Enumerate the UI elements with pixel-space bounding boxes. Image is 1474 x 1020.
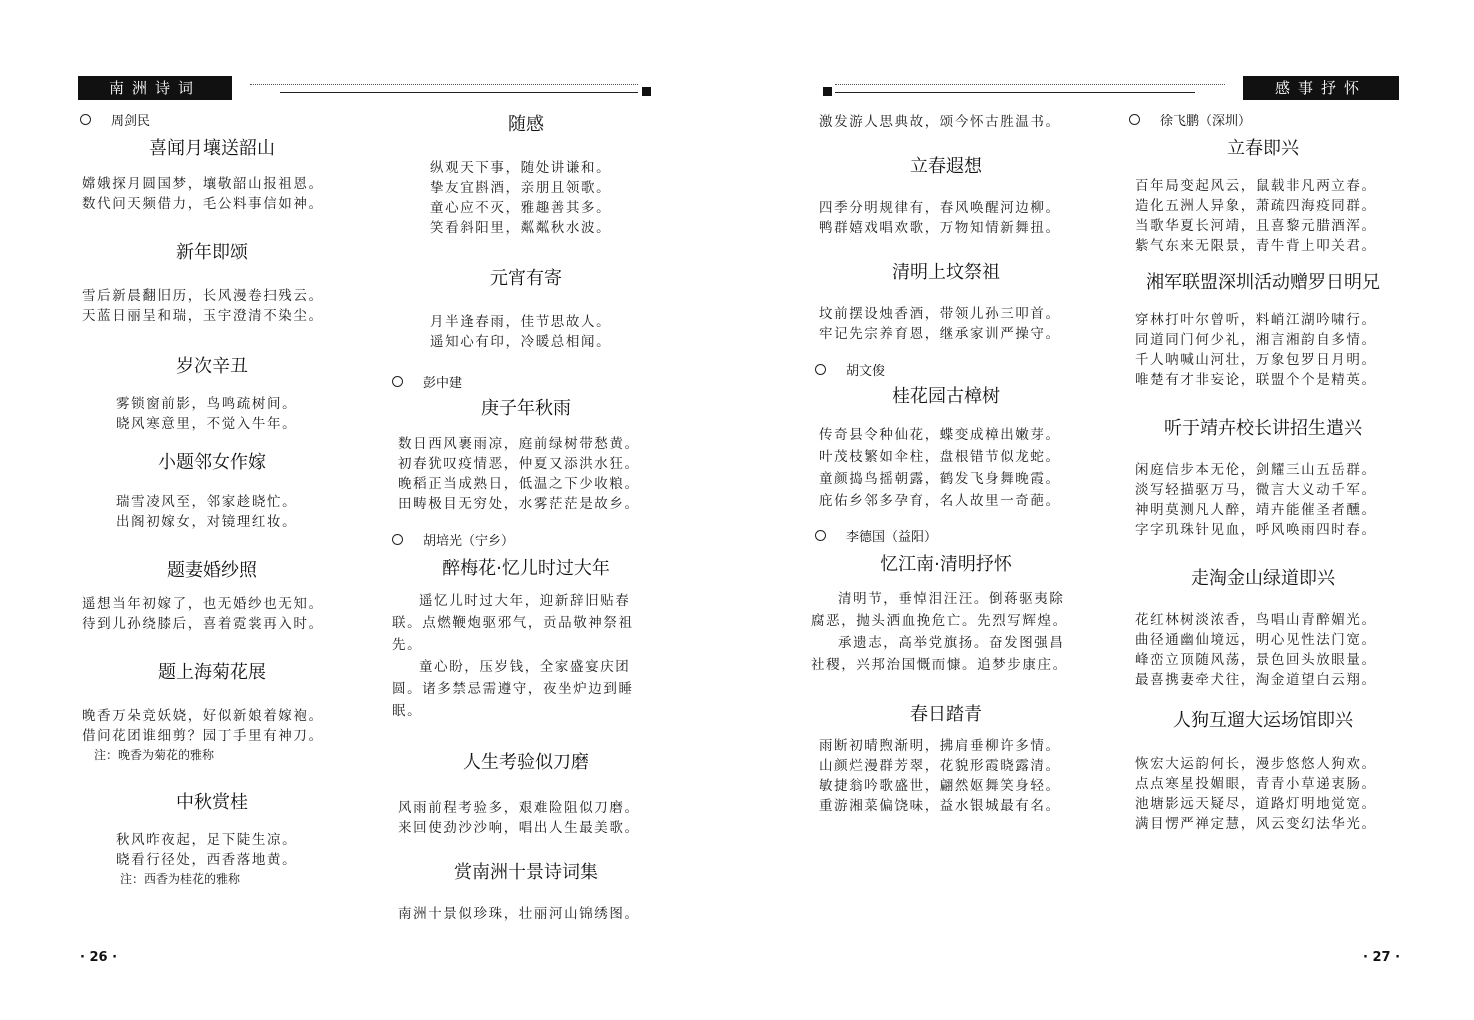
right-column-2 [1129,112,1397,834]
poem-line: 恢宏大运韵何长，漫步悠悠人狗欢。 [1135,756,1377,772]
header-dotted-rule [250,84,638,85]
ci-stanza: 遥忆儿时过大年，迎新辞旧贴春联。点燃鞭炮驱邪气，贡品敬神祭祖先。 [392,593,634,653]
poem-line: 花红林树淡浓香，鸟唱山青醉媚光。 [1135,612,1377,628]
poem-note: 注：西香为桂花的雅称 [120,872,241,886]
poem-note: 注：晚香为菊花的雅称 [94,748,215,762]
poem-title: 醉梅花·忆儿时过大年 [442,558,610,579]
poem-line: 初春犹叹疫情恶，仲夏又添洪水狂。 [398,456,640,472]
poem-body [82,286,346,326]
left-column-2 [392,112,660,924]
poem-line: 晓风寒意里，不觉入牛年。 [116,416,298,432]
poem-line: 千人呐喊山河壮，万象包罗日月明。 [1135,352,1377,368]
poem-line: 神明莫测凡人醉，靖卉能催圣者醺。 [1135,502,1377,518]
poem-line: 数代问天频借力，毛公料事信如神。 [82,196,324,212]
section-label: 感事抒怀 [1243,76,1399,100]
poem-title: 立春遐想 [910,156,982,177]
poem-title: 湘军联盟深圳活动赠罗日明兄 [1146,272,1380,293]
poem-line: 激发游人思典故，颂今怀古胜温书。 [819,114,1061,130]
poem-line: 晓看行径处，西香落地黄。 [116,852,298,868]
poem-body [819,198,1081,238]
poem-line: 童颜捣鸟摇朝露，鹤发飞身舞晚霞。 [819,471,1061,487]
poem-line: 月半逢春雨，佳节思故人。 [430,314,612,330]
poem-line: 鸭群嬉戏唱欢歌，万物知情新舞扭。 [819,220,1061,236]
author-line: 彭中建 [392,374,660,394]
header-square-mark [642,87,651,96]
poem-line: 来回使劲沙沙响，唱出人生最美歌。 [398,820,640,836]
poem-body [398,798,660,838]
poem-title: 忆江南·清明抒怀 [880,554,1012,575]
poem-line: 借问花团谁细剪？园丁手里有神刀。 [82,728,324,744]
poem-line: 峰峦立顶随风荡，景色回头放眼量。 [1135,652,1377,668]
poem-title: 新年即颂 [176,242,248,263]
poem-body [1135,754,1397,834]
poem-title: 喜闻月壤送韶山 [149,138,275,159]
header-solid-rule [280,92,638,93]
poem-line: 遥想当年初嫁了，也无婚纱也无知。 [82,596,324,612]
poem-line: 同道同门何少礼，湘言湘韵自多情。 [1135,332,1377,348]
poem-line: 瑞雪凌风至，邻家趁晓忙。 [116,494,298,510]
poem-title: 听于靖卉校长讲招生遣兴 [1164,418,1362,439]
ci-body [811,588,1073,676]
poem-title: 立春即兴 [1227,138,1299,159]
circle-bullet-icon [815,530,826,541]
poem-body [82,594,346,634]
poem-title: 题上海菊花展 [158,662,266,683]
poem-line: 待到儿孙绕膝后，喜着霓裳再入时。 [82,616,324,632]
poem-title: 人狗互遛大运场馆即兴 [1173,710,1353,731]
poem-body [1135,610,1397,690]
poem-title: 庚子年秋雨 [481,398,571,419]
page-number: · 26 · [80,950,118,965]
poem-line: 四季分明规律有，春风唤醒河边柳。 [819,200,1061,216]
poem-title: 桂花园古樟树 [892,386,1000,407]
poem-body [398,904,660,924]
poem-line: 雾锁窗前影，鸟鸣疏树间。 [116,396,298,412]
poem-line: 曲径通幽仙境远，明心见性法门宽。 [1135,632,1377,648]
poem-title: 人生考验似刀磨 [463,752,589,773]
poem-line: 闲庭信步本无伦，剑耀三山五岳群。 [1135,462,1377,478]
poem-body [116,830,346,870]
poem-title: 元宵有寄 [490,268,562,289]
poem-line: 叶茂枝繁如伞柱，盘根错节似龙蛇。 [819,449,1061,465]
poem-line: 传奇县令种仙花，蝶变成樟出嫩芽。 [819,427,1061,443]
author-line: 周剑民 [80,112,346,132]
circle-bullet-icon [80,114,91,125]
poem-title: 随感 [508,114,544,135]
page-number: · 27 · [1363,950,1401,965]
poem-line: 坟前摆设烛香酒，带领儿孙三叩首。 [819,306,1061,322]
poem-title: 岁次辛丑 [176,356,248,377]
poem-line: 风雨前程考验多，艰难险阻似刀磨。 [398,800,640,816]
right-page [737,0,1474,1020]
ci-stanza: 童心盼，压岁钱，全家盛宴庆团圆。诸多禁忌需遵守，夜坐炉边到睡眠。 [392,659,634,719]
poem-title: 走淘金山绿道即兴 [1191,568,1335,589]
poem-title: 题妻婚纱照 [167,560,257,581]
poem-line: 秋风昨夜起，足下陡生凉。 [116,832,298,848]
poem-body [819,424,1081,512]
poem-line: 造化五洲人异象，萧疏四海疫同群。 [1135,198,1377,214]
circle-bullet-icon [1129,114,1140,125]
poem-title: 清明上坟祭祖 [892,262,1000,283]
poem-body [819,736,1081,816]
poem-body [82,174,346,214]
author-line: 胡培光（宁乡） [392,532,660,552]
poem-line: 嫦娥探月圆国梦，壤敬韶山报祖恩。 [82,176,324,192]
poem-body [1135,310,1397,390]
poem-line: 雨断初晴煦渐明，拂肩垂柳许多情。 [819,738,1061,754]
poem-line: 满目愣严禅定慧，风云变幻法华光。 [1135,816,1377,832]
poem-line: 敏捷翁吟歌盛世，翩然妪舞笑身轻。 [819,778,1061,794]
circle-bullet-icon [392,376,403,387]
poem-body [82,706,346,746]
poem-body [116,492,346,532]
poem-title: 中秋赏桂 [176,792,248,813]
poem-line: 重游湘菜偏饶味，益水银城最有名。 [819,798,1061,814]
poem-line: 点点寒星投媚眼，青青小草递衷肠。 [1135,776,1377,792]
poem-line: 南洲十景似珍珠，壮丽河山锦绣图。 [398,906,640,922]
poem-line: 挚友宜斟酒，亲朋且领歌。 [430,180,612,196]
poem-body [1135,460,1397,540]
circle-bullet-icon [815,364,826,375]
poem-body [430,312,660,352]
poem-line: 天蓝日丽呈和瑞，玉宇澄清不染尘。 [82,308,324,324]
poem-line: 雪后新晨翻旧历，长风漫卷扫残云。 [82,288,324,304]
left-column-1 [78,112,346,888]
ci-stanza: 承遗志，高举党旗扬。奋发图强昌社稷，兴邦治国慨而慷。追梦步康庄。 [811,635,1068,673]
poem-line: 百年局变起风云，鼠载非凡两立春。 [1135,178,1377,194]
poem-title: 春日踏青 [910,704,982,725]
header-dotted-rule [835,84,1225,85]
author-line: 李德国（益阳） [815,528,1081,548]
poem-line: 山颜烂漫群芳翠，花貌形霞晓露清。 [819,758,1061,774]
poem-title: 赏南洲十景诗词集 [454,862,598,883]
poem-line: 字字玑珠针见血，呼风唤雨四时春。 [1135,522,1377,538]
poem-body [116,394,346,434]
poem-line: 晚稻正当成熟日，低温之下少收粮。 [398,476,640,492]
poem-body [1135,176,1397,256]
poem-line: 穿林打叶尔曾听，料峭江湖吟啸行。 [1135,312,1377,328]
poem-title: 小题邻女作嫁 [158,452,266,473]
right-column-1 [811,112,1081,816]
poem-line: 出阁初嫁女，对镜理红妆。 [116,514,298,530]
poem-line: 最喜携妻牵犬往，淘金道望白云翔。 [1135,672,1377,688]
ci-stanza: 清明节，垂悼泪汪汪。倒蒋驱夷除腐恶，抛头洒血挽危亡。先烈写辉煌。 [811,591,1068,629]
circle-bullet-icon [392,534,403,545]
header-square-mark [823,87,832,96]
poem-line: 庇佑乡邻多孕育，名人故里一奇葩。 [819,493,1061,509]
header-solid-rule [835,92,1195,93]
poem-line: 牢记先宗养育恩，继承家训严操守。 [819,326,1061,342]
poem-line: 晚香万朵竞妖娆，好似新娘着嫁袍。 [82,708,324,724]
author-line: 徐飞鹏（深圳） [1129,112,1397,132]
ci-body [392,590,650,722]
poem-line: 池塘影远天疑尽，道路灯明地觉宽。 [1135,796,1377,812]
poem-line: 遥知心有印，冷暖总相闻。 [430,334,612,350]
poem-line: 田畴极目无穷处，水雾茫茫是故乡。 [398,496,640,512]
poem-line: 紫气东来无限景，青牛背上叩关君。 [1135,238,1377,254]
poem-line: 笑看斜阳里，粼粼秋水波。 [430,220,612,236]
poem-line: 唯楚有才非妄论，联盟个个是精英。 [1135,372,1377,388]
poem-body [430,158,660,238]
poem-body [398,434,660,514]
author-line: 胡文俊 [815,362,1081,382]
poem-line: 淡写轻描驱万马，微言大义动千军。 [1135,482,1377,498]
poem-line: 纵观天下事，随处讲谦和。 [430,160,612,176]
poem-line: 当歌华夏长河靖，且喜黎元腊酒浑。 [1135,218,1377,234]
poem-body [819,304,1081,344]
poem-continuation [819,112,1081,132]
poem-line: 数日西风裹雨凉，庭前绿树带愁黄。 [398,436,640,452]
poem-line: 童心应不灭，雅趣善其多。 [430,200,612,216]
section-label: 南洲诗词 [78,76,232,100]
